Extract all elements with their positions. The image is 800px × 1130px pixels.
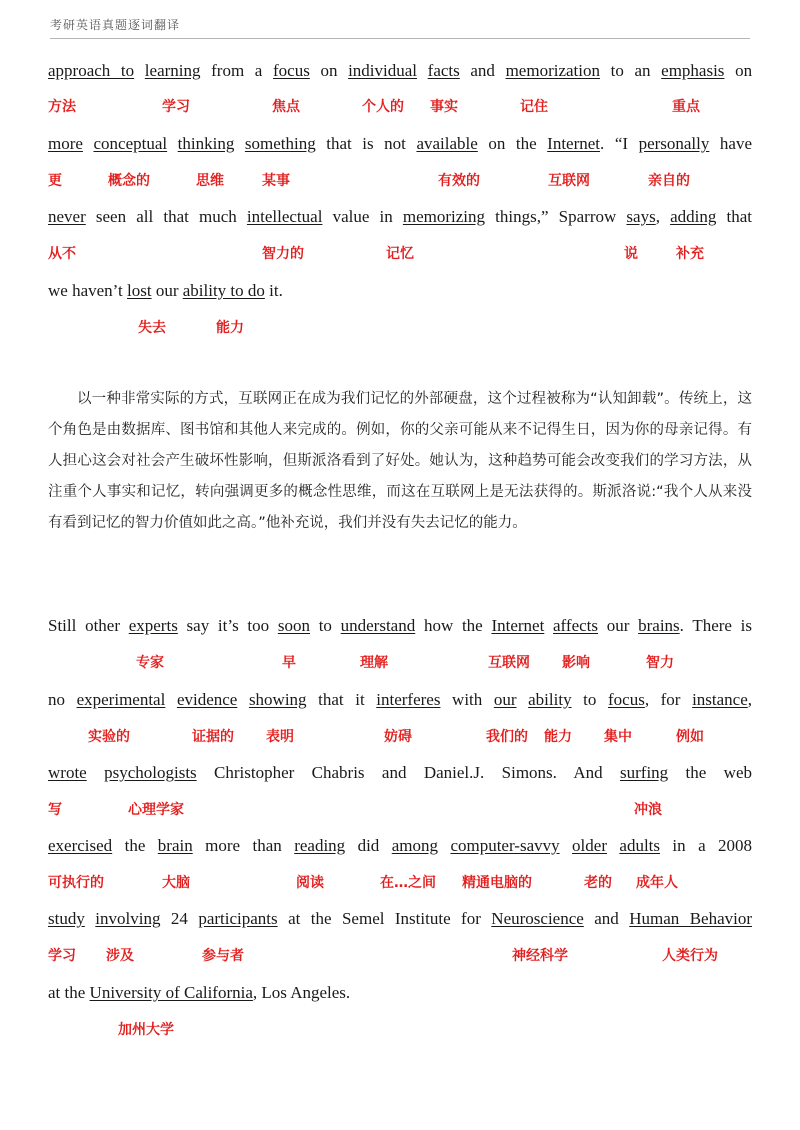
gloss-word: 个人的 <box>362 99 404 115</box>
text-run: 24 <box>160 909 199 928</box>
text-run <box>134 61 145 80</box>
vocab-word: study <box>48 909 85 928</box>
gloss-word: 老的 <box>584 875 612 891</box>
text-run: to <box>309 616 341 635</box>
gloss-line <box>0 726 800 748</box>
gloss-word: 写 <box>48 802 62 818</box>
english-line <box>48 206 752 228</box>
text-run: it. <box>264 281 283 300</box>
vocab-word: involving <box>95 909 161 928</box>
text-run: value in <box>322 207 403 226</box>
vocab-word: experts <box>128 616 178 635</box>
gloss-word: 思维 <box>196 173 224 189</box>
gloss-word: 冲浪 <box>634 802 662 818</box>
gloss-word: 我们的 <box>486 729 528 745</box>
text-run <box>234 134 245 153</box>
text-run: , for <box>644 690 693 709</box>
text-run: things,” Sparrow <box>485 207 627 226</box>
gloss-line <box>0 170 800 192</box>
vocab-word: approach to <box>48 61 135 80</box>
vocab-word: computer-savvy <box>450 836 560 855</box>
text-run: how the <box>415 616 492 635</box>
gloss-word: 互联网 <box>488 655 530 671</box>
text-run: on <box>724 61 753 80</box>
text-run: did <box>345 836 392 855</box>
gloss-word: 精通电脑的 <box>462 875 532 891</box>
text-run <box>83 134 94 153</box>
gloss-word: 焦点 <box>272 99 300 115</box>
vocab-word: memorizing <box>402 207 486 226</box>
vocab-word: reading <box>294 836 346 855</box>
gloss-word: 心理学家 <box>128 802 184 818</box>
gloss-word: 神经科学 <box>512 948 568 964</box>
gloss-word: 某事 <box>262 173 290 189</box>
english-line <box>48 615 752 637</box>
chinese-translation: 以一种非常实际的方式，互联网正在成为我们记忆的外部硬盘，这个过程被称为“认知卸载”。传统上，这个角色是由数据库、图书馆和其他人来完成的。例如，你的父亲可能从来不记得生日，因为你的母亲记得。有人担心这会对社会产生破坏性影响，但斯派洛看到了好处。她认为，这种趋势可能会改变我们的学习方法，从注重个人事实和记忆，转向强调更多的概念性思维，而这在互联网上是无法获得的。斯派洛说:“我个人从来没有看到记忆的智力价值如此之高。”他补充说，我们并没有失去记忆的能力。 <box>48 391 752 531</box>
vocab-word: memorization <box>505 61 600 80</box>
text-run: Christopher Chabris and Daniel.J. Simons. And <box>196 763 620 782</box>
gloss-line <box>0 96 800 118</box>
text-run: we haven’t <box>48 281 127 300</box>
text-run: that is not <box>315 134 417 153</box>
vocab-word: Internet <box>491 616 545 635</box>
text-run: . “I <box>600 134 639 153</box>
gloss-word: 阅读 <box>296 875 324 891</box>
vocab-word: learning <box>144 61 201 80</box>
text-run <box>165 690 177 709</box>
text-run: in a 2008 <box>660 836 753 855</box>
english-line <box>48 982 752 1004</box>
vocab-word: something <box>244 134 316 153</box>
english-line <box>48 689 752 711</box>
vocab-word: among <box>391 836 439 855</box>
vocab-word: ability to do <box>182 281 265 300</box>
gloss-word: 说 <box>624 246 638 262</box>
gloss-word: 重点 <box>672 99 700 115</box>
vocab-word: thinking <box>177 134 235 153</box>
vocab-word: our <box>493 690 517 709</box>
text-run: . There is <box>679 616 753 635</box>
vocab-word: more <box>48 134 83 153</box>
text-run: , Los Angeles. <box>252 983 351 1002</box>
vocab-word: experimental <box>76 690 166 709</box>
gloss-word: 人类行为 <box>662 948 718 964</box>
gloss-word: 智力 <box>646 655 674 671</box>
gloss-word: 表明 <box>266 729 294 745</box>
vocab-word: Internet <box>547 134 601 153</box>
text-run <box>544 616 553 635</box>
text-run: Still other <box>48 616 129 635</box>
text-run: at the <box>48 983 90 1002</box>
gloss-word: 大脑 <box>162 875 190 891</box>
vocab-word: individual <box>348 61 418 80</box>
text-run: that it <box>306 690 377 709</box>
vocab-word: intellectual <box>246 207 323 226</box>
vocab-word: available <box>416 134 478 153</box>
vocab-word: Neuroscience <box>491 909 584 928</box>
text-run: from a <box>200 61 273 80</box>
vocab-word: surfing <box>620 763 669 782</box>
text-run: , <box>747 690 753 709</box>
text-run: on the <box>477 134 548 153</box>
text-run: and <box>583 909 630 928</box>
text-run: say it’s too <box>177 616 278 635</box>
gloss-word: 方法 <box>48 99 76 115</box>
english-line <box>48 280 752 302</box>
gloss-word: 能力 <box>544 729 572 745</box>
vocab-word: Human Behavior <box>629 909 753 928</box>
english-line <box>48 908 752 930</box>
text-run <box>438 836 450 855</box>
text-run <box>167 134 178 153</box>
text-run: no <box>48 690 77 709</box>
text-run: on <box>309 61 349 80</box>
gloss-word: 妨碍 <box>384 729 412 745</box>
text-run: at the Semel Institute for <box>277 909 492 928</box>
vocab-word: adults <box>619 836 661 855</box>
text-run: that <box>716 207 753 226</box>
gloss-line <box>0 872 800 894</box>
gloss-word: 事实 <box>430 99 458 115</box>
gloss-word: 集中 <box>604 729 632 745</box>
gloss-word: 更 <box>48 173 62 189</box>
vocab-word: exercised <box>48 836 113 855</box>
text-run: seen all that much <box>85 207 247 226</box>
gloss-word: 早 <box>282 655 296 671</box>
vocab-word: conceptual <box>93 134 168 153</box>
gloss-word: 在…之间 <box>380 875 436 891</box>
gloss-line <box>0 652 800 674</box>
vocab-word: University of California <box>89 983 253 1002</box>
gloss-word: 专家 <box>136 655 164 671</box>
gloss-word: 理解 <box>360 655 388 671</box>
header-title: 考研英语真题逐词翻译 <box>50 18 181 32</box>
vocab-word: interferes <box>376 690 441 709</box>
text-run: our <box>598 616 639 635</box>
text-run: and <box>459 61 506 80</box>
gloss-word: 参与者 <box>202 948 244 964</box>
text-run: have <box>709 134 753 153</box>
vocab-word: showing <box>248 690 307 709</box>
text-run: the web <box>668 763 753 782</box>
vocab-word: ability <box>528 690 572 709</box>
gloss-word: 记忆 <box>386 246 414 262</box>
gloss-word: 概念的 <box>108 173 150 189</box>
gloss-line <box>0 317 800 339</box>
vocab-word: says <box>626 207 656 226</box>
gloss-word: 涉及 <box>106 948 134 964</box>
vocab-word: brains <box>638 616 680 635</box>
vocab-word: adding <box>670 207 717 226</box>
text-run <box>237 690 249 709</box>
text-run <box>517 690 529 709</box>
gloss-line <box>0 799 800 821</box>
vocab-word: focus <box>607 690 645 709</box>
text-run <box>87 763 104 782</box>
vocab-word: participants <box>198 909 278 928</box>
english-line <box>48 60 752 82</box>
vocab-word: facts <box>427 61 460 80</box>
gloss-word: 影响 <box>562 655 590 671</box>
gloss-line <box>0 243 800 265</box>
gloss-word: 能力 <box>216 320 244 336</box>
page-header <box>50 10 750 39</box>
text-run <box>560 836 572 855</box>
vocab-word: instance <box>692 690 748 709</box>
vocab-word: evidence <box>176 690 238 709</box>
gloss-line <box>0 1019 800 1041</box>
gloss-word: 学习 <box>162 99 190 115</box>
text-run <box>417 61 428 80</box>
gloss-word: 智力的 <box>262 246 304 262</box>
vocab-word: focus <box>272 61 310 80</box>
vocab-word: wrote <box>48 763 87 782</box>
text-run <box>607 836 619 855</box>
vocab-word: never <box>48 207 86 226</box>
english-line <box>48 835 752 857</box>
text-run: more than <box>192 836 295 855</box>
vocab-word: psychologists <box>104 763 197 782</box>
gloss-word: 失去 <box>138 320 166 336</box>
vocab-word: affects <box>553 616 599 635</box>
vocab-word: soon <box>277 616 310 635</box>
gloss-word: 补充 <box>676 246 704 262</box>
vocab-word: older <box>572 836 607 855</box>
gloss-word: 有效的 <box>438 173 480 189</box>
text-run <box>85 909 95 928</box>
gloss-word: 学习 <box>48 948 76 964</box>
vocab-word: lost <box>127 281 152 300</box>
text-run: to <box>571 690 608 709</box>
gloss-word: 加州大学 <box>118 1022 174 1038</box>
gloss-word: 实验的 <box>88 729 130 745</box>
vocab-word: brain <box>157 836 193 855</box>
vocab-word: understand <box>340 616 416 635</box>
text-run: with <box>440 690 494 709</box>
text-run: to an <box>600 61 662 80</box>
gloss-line <box>0 945 800 967</box>
gloss-word: 可执行的 <box>48 875 104 891</box>
gloss-word: 记住 <box>520 99 548 115</box>
gloss-word: 互联网 <box>548 173 590 189</box>
gloss-word: 从不 <box>48 246 76 262</box>
text-run: our <box>151 281 183 300</box>
vocab-word: personally <box>638 134 710 153</box>
gloss-word: 亲自的 <box>648 173 690 189</box>
gloss-word: 例如 <box>676 729 704 745</box>
english-line <box>48 133 752 155</box>
vocab-word: emphasis <box>661 61 725 80</box>
text-run: the <box>112 836 158 855</box>
english-line <box>48 762 752 784</box>
text-run: , <box>655 207 671 226</box>
gloss-word: 证据的 <box>192 729 234 745</box>
gloss-word: 成年人 <box>636 875 678 891</box>
